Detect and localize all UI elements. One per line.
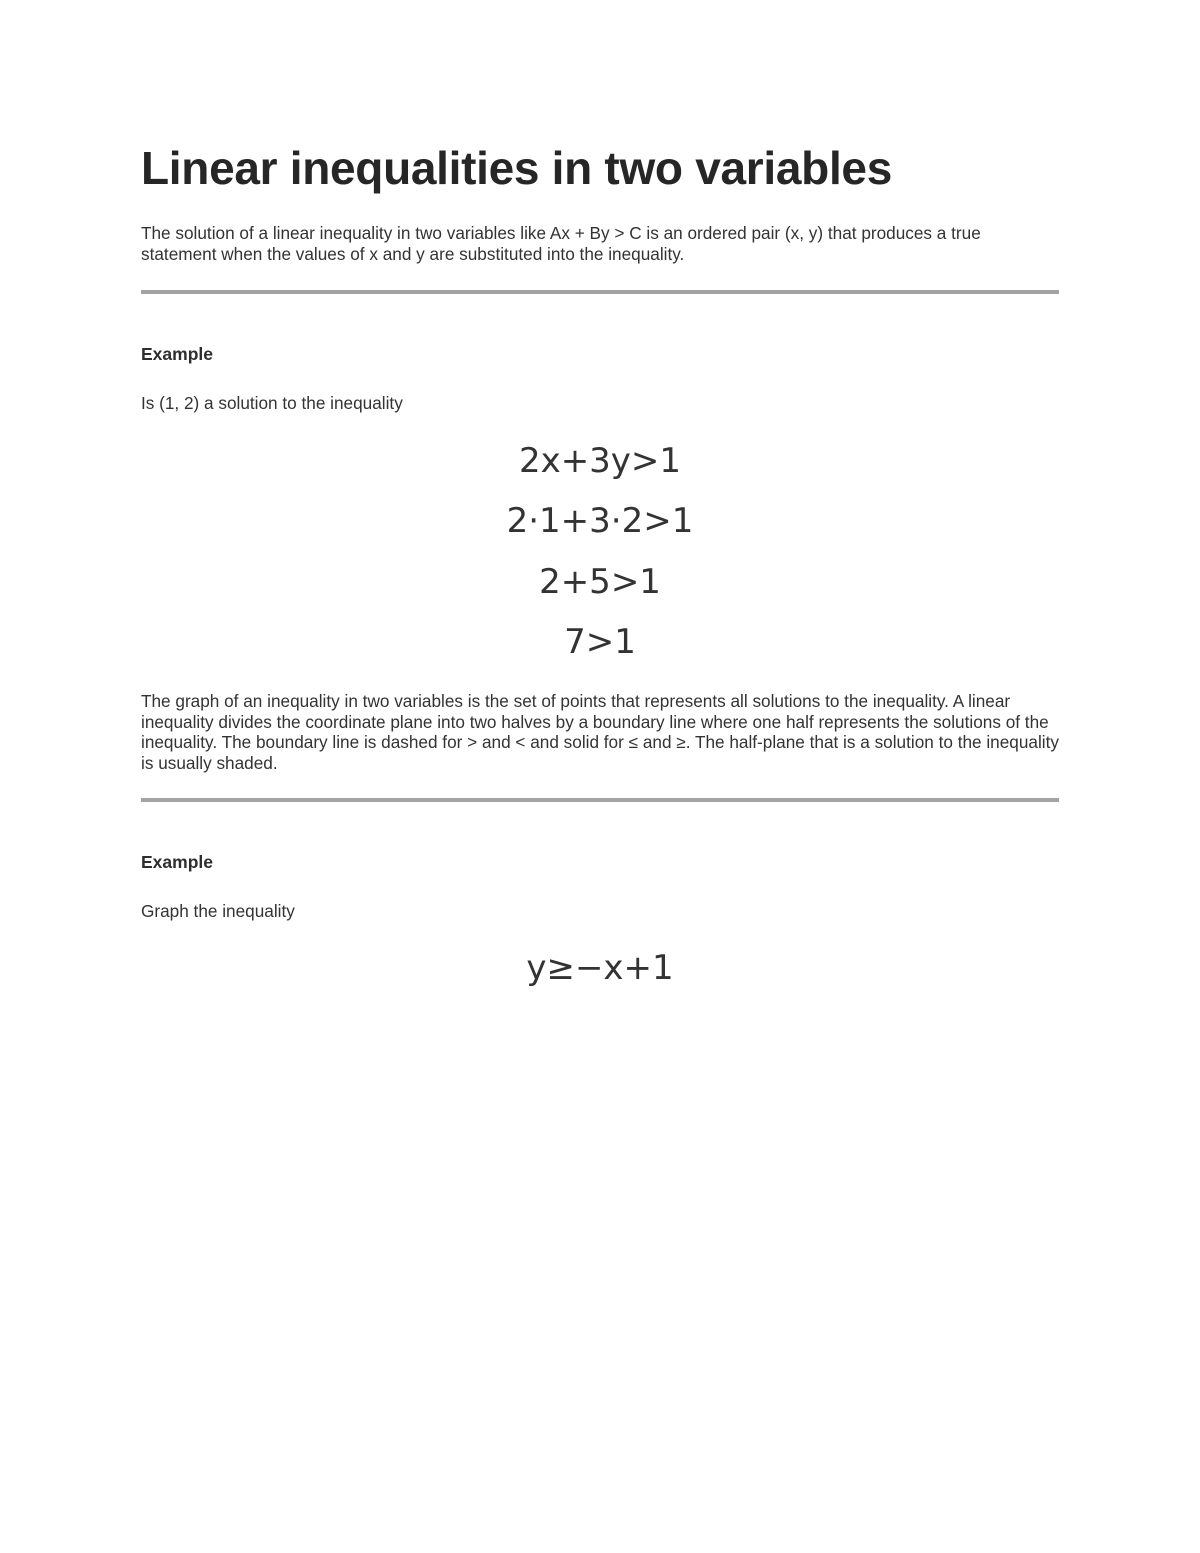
math-step-4: 7>1 (564, 622, 636, 662)
example-prompt: Graph the inequality (141, 901, 295, 921)
graph-paragraph: The graph of an inequality in two variables is the set of points that represents all solutions to the inequality. A linear inequality divides the coordinate plane into two halves by a boundary line where one half represents the solutions of the inequality. The boundary line is dashed for > and < and solid for ≤ and ≥. The half-plane that is a solution to the inequality is usually shaded. (141, 691, 1059, 773)
page-title: Linear inequalities in two variables (141, 142, 892, 194)
math-expression: y≥−x+1 (526, 948, 674, 988)
section-divider (141, 290, 1059, 294)
example-heading: Example (141, 344, 213, 364)
section-divider (141, 798, 1059, 802)
math-step-3: 2+5>1 (539, 562, 661, 602)
math-step-1: 2x+3y>1 (518, 441, 682, 481)
example-prompt: Is (1, 2) a solution to the inequality (141, 393, 403, 413)
example-heading: Example (141, 852, 213, 872)
intro-paragraph: The solution of a linear inequality in two variables like Ax + By > C is an ordered pair (x, y) that produces a true statement when the values of x and y are substituted into the inequality. (141, 223, 981, 264)
math-step-2: 2·1+3·2>1 (506, 501, 694, 541)
